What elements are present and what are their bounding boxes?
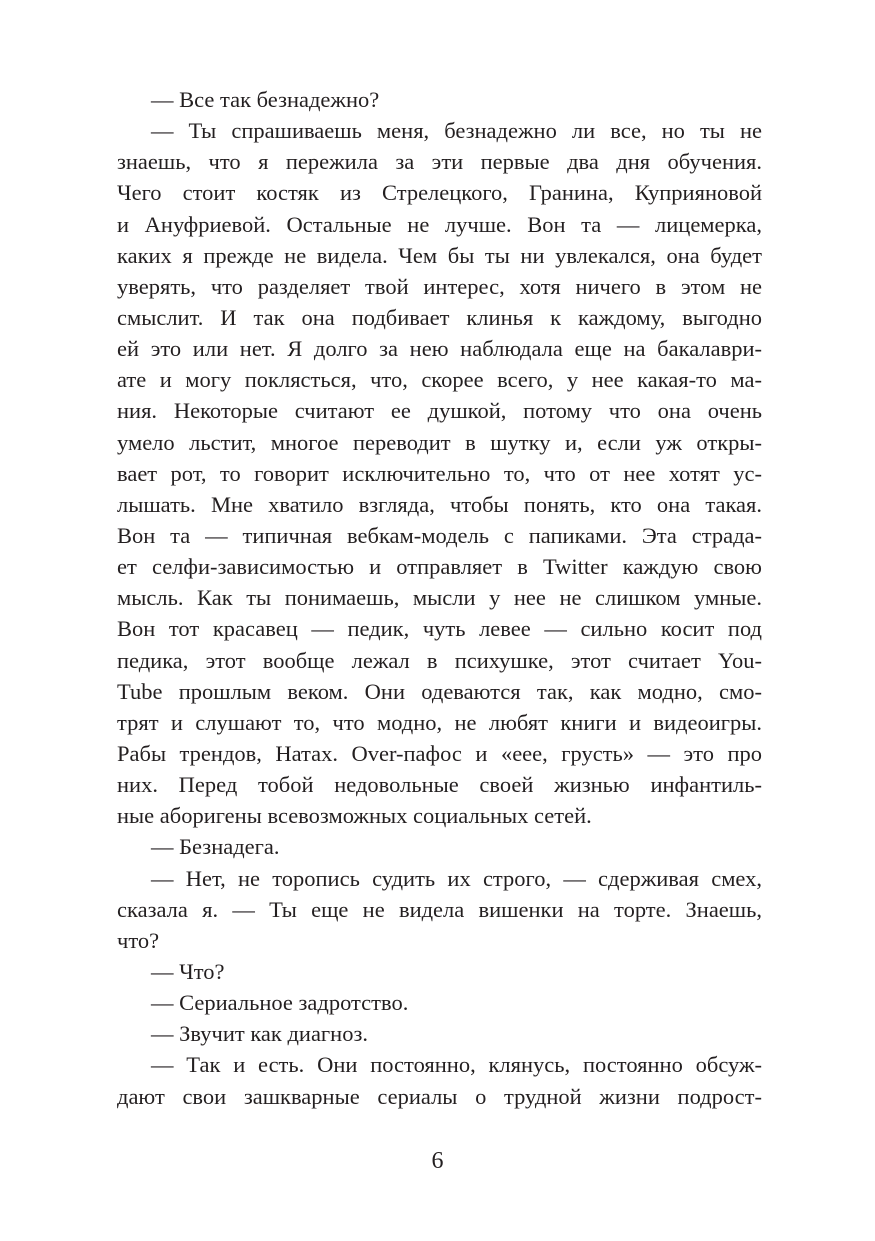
text-line: ате и могу поклясться, что, скорее всего, у нее какая-то ма- <box>117 367 762 393</box>
text-line: Рабы трендов, Натах. Over-пафос и «еее, грусть» — это про <box>117 740 762 766</box>
page-number: 6 <box>431 1148 444 1174</box>
text-line: ния. Некоторые считают ее душкой, потому что она очень <box>117 398 762 424</box>
page-body-text <box>117 84 762 1112</box>
text-line: — Звучит как диагноз. <box>151 1021 368 1047</box>
text-line: лышать. Мне хватило взгляда, чтобы понять, кто она такая. <box>117 491 762 517</box>
text-line: и Ануфриевой. Остальные не лучше. Вон та — лицемерка, <box>117 211 762 237</box>
text-line: знаешь, что я пережила за эти первые два дня обучения. <box>117 149 762 175</box>
text-line: Чего стоит костяк из Стрелецкого, Гранина, Куприяновой <box>117 180 762 206</box>
text-line: ет селфи-зависимостью и отправляет в Twitter каждую свою <box>117 554 762 580</box>
text-line: — Безнадега. <box>151 834 280 860</box>
text-line: Вон тот красавец — педик, чуть левее — сильно косит под <box>117 616 762 642</box>
text-line: — Что? <box>151 958 225 984</box>
text-line: сказала я. — Ты еще не видела вишенки на торте. Знаешь, <box>117 896 762 922</box>
text-line: умело льстит, многое переводит в шутку и, если уж откры- <box>117 429 762 455</box>
text-line: Tube прошлым веком. Они одеваются так, как модно, смо- <box>117 678 762 704</box>
text-line: мысль. Как ты понимаешь, мысли у нее не слишком умные. <box>117 585 762 611</box>
text-line: что? <box>117 927 160 953</box>
text-line: трят и слушают то, что модно, не любят книги и видеоигры. <box>117 709 762 735</box>
text-line: ей это или нет. Я долго за нею наблюдала еще на бакалаври- <box>117 336 762 362</box>
text-line: них. Перед тобой недовольные своей жизнью инфантиль- <box>117 772 762 798</box>
text-line: смыслит. И так она подбивает клинья к каждому, выгодно <box>117 304 762 330</box>
text-line: ные аборигены всевозможных социальных сетей. <box>117 803 592 829</box>
text-line: — Так и есть. Они постоянно, клянусь, постоянно обсуж- <box>151 1052 762 1078</box>
text-line: — Все так безнадежно? <box>151 87 380 112</box>
text-line: Вон та — типичная вебкам-модель с папиками. Эта страда- <box>117 522 762 548</box>
text-line: вает рот, то говорит исключительно то, что от нее хотят ус- <box>117 460 762 486</box>
text-line: — Сериальное задротство. <box>151 990 409 1016</box>
text-line: — Ты спрашиваешь меня, безнадежно ли все, но ты не <box>151 118 762 144</box>
text-line: педика, этот вообще лежал в психушке, этот считает You- <box>117 647 762 673</box>
text-line: дают свои зашкварные сериалы о трудной жизни подрост- <box>117 1083 762 1109</box>
text-line: — Нет, не торопись судить их строго, — сдерживая смех, <box>151 865 762 891</box>
text-line: каких я прежде не видела. Чем бы ты ни увлекался, она будет <box>117 242 762 268</box>
text-line: уверять, что разделяет твой интерес, хотя ничего в этом не <box>117 273 762 299</box>
